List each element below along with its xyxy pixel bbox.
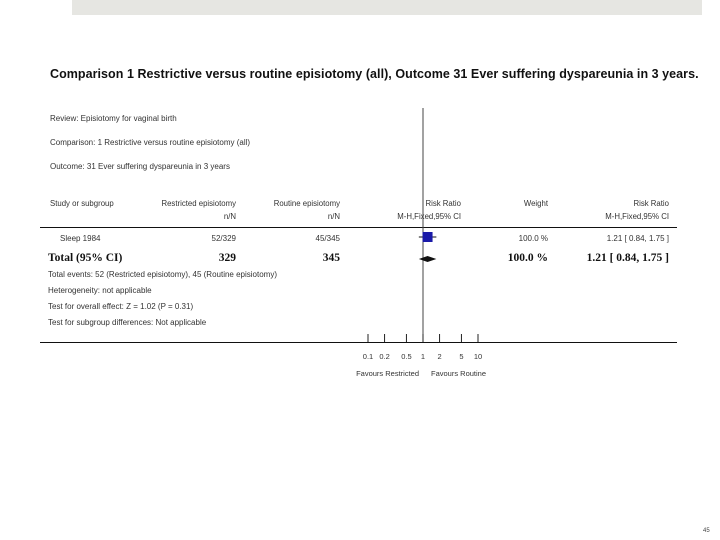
col-restricted-sub: n/N — [223, 212, 236, 221]
comparison-line: Comparison: 1 Restrictive versus routine episiotomy (all) — [50, 138, 251, 147]
study-weight: 100.0 % — [518, 234, 548, 243]
favours-left-label: Favours Restricted — [356, 369, 419, 378]
col-study: Study or subgroup — [50, 199, 114, 208]
page-title: Comparison 1 Restrictive versus routine episiotomy (all), Outcome 31 Ever suffering dyspareunia in 3 years. — [50, 67, 699, 81]
total-weight: 100.0 % — [507, 252, 548, 264]
total-events-note: Total events: 52 (Restricted episiotomy), 45 (Routine episiotomy) — [48, 270, 277, 279]
col-routine-sub: n/N — [327, 212, 340, 221]
study-routine: 45/345 — [315, 234, 340, 243]
study-name: Sleep 1984 — [60, 234, 101, 243]
study-restricted: 52/329 — [211, 234, 236, 243]
col-rr: Risk Ratio — [425, 199, 461, 208]
favours-right-label: Favours Routine — [431, 369, 487, 378]
total-diamond — [419, 256, 437, 262]
axis-tick-label: 10 — [473, 352, 483, 361]
total-routine: 345 — [322, 252, 340, 264]
review-line: Review: Episiotomy for vaginal birth — [50, 114, 177, 123]
axis-tick-label: 0.1 — [362, 352, 374, 361]
col-rr2: Risk Ratio — [633, 199, 669, 208]
axis-tick-label: 1 — [420, 352, 426, 361]
study-point-marker — [423, 232, 433, 242]
axis-tick-label: 0.2 — [379, 352, 390, 361]
study-rr-text: 1.21 [ 0.84, 1.75 ] — [606, 234, 669, 243]
col-rr-sub: M-H,Fixed,95% CI — [397, 212, 461, 221]
subgroup-note: Test for subgroup differences: Not applicable — [48, 318, 207, 327]
axis-tick-label: 5 — [459, 352, 464, 361]
heterogeneity-note: Heterogeneity: not applicable — [48, 286, 152, 295]
outcome-line: Outcome: 31 Ever suffering dyspareunia in 3 years — [50, 162, 230, 171]
col-rr2-sub: M-H,Fixed,95% CI — [605, 212, 669, 221]
axis-tick-label: 2 — [437, 352, 442, 361]
total-label: Total (95% CI) — [48, 252, 123, 264]
total-restricted: 329 — [218, 252, 236, 264]
col-routine: Routine episiotomy — [273, 199, 340, 208]
slide-number: 45 — [703, 528, 710, 534]
total-rr-text: 1.21 [ 0.84, 1.75 ] — [586, 252, 669, 264]
overall-effect-note: Test for overall effect: Z = 1.02 (P = 0.31) — [48, 302, 194, 311]
axis-tick-label: 0.5 — [401, 352, 412, 361]
col-weight: Weight — [523, 199, 548, 208]
col-restricted: Restricted episiotomy — [161, 199, 236, 208]
